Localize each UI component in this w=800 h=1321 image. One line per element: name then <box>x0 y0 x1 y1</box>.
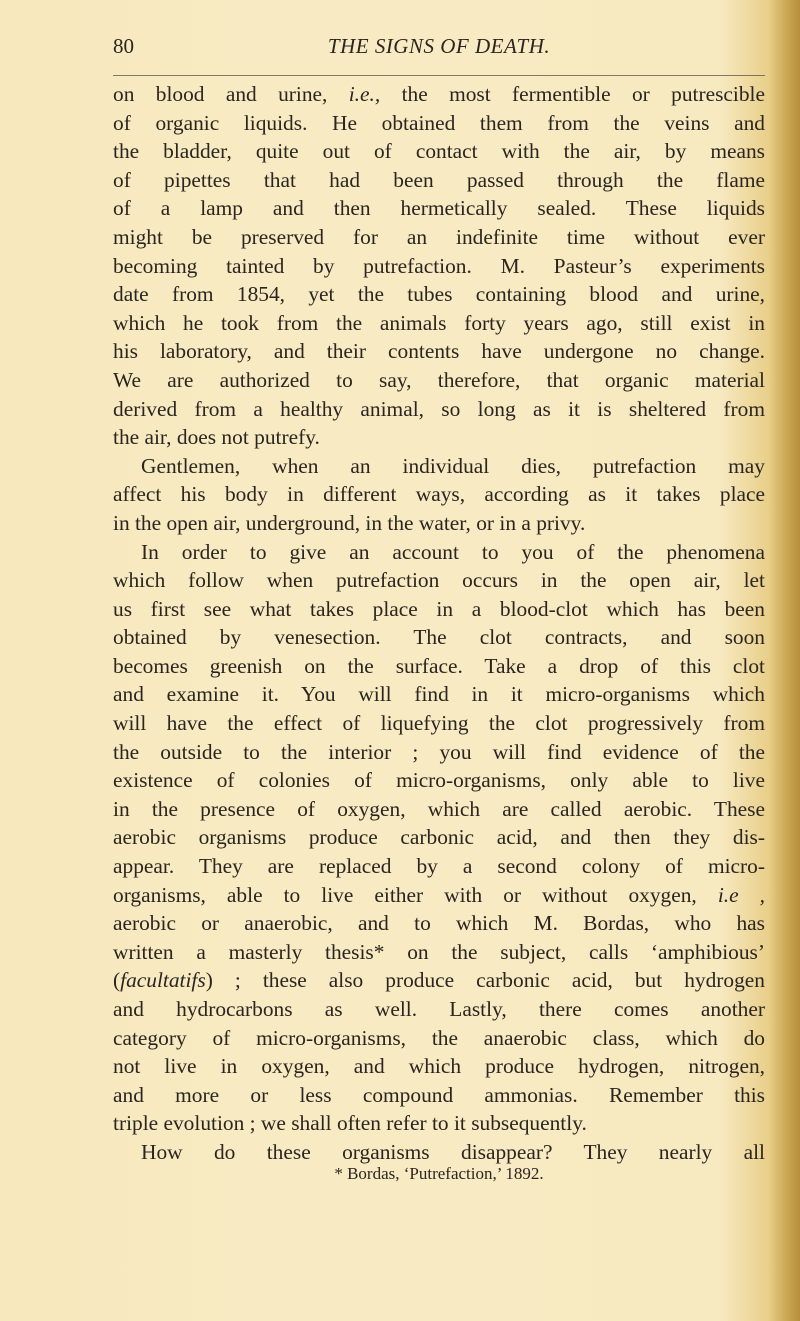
text-line: might be preserved for an indefinite time without ever <box>113 224 765 249</box>
text-line: and more or less compound ammonias. Remember this <box>113 1082 765 1107</box>
text-line: the bladder, quite out of contact with the air, by means <box>113 139 765 164</box>
footnote: * Bordas, ‘Putrefaction,’ 1892. <box>334 1164 544 1183</box>
text-line: In order to give an account to you of the phenomena <box>141 539 765 564</box>
text-line: aerobic organisms produce carbonic acid, and then they dis- <box>113 825 765 850</box>
body-text <box>113 80 765 1167</box>
text-line: us first see what takes place in a blood-clot which has been <box>113 596 765 621</box>
text-line: not live in oxygen, and which produce hydrogen, nitrogen, <box>113 1054 765 1079</box>
text-line: aerobic or anaerobic, and to which M. Bordas, who has <box>113 911 765 936</box>
text-line: (facultatifs) ; these also produce carbonic acid, but hydrogen <box>113 968 765 993</box>
text-line: of a lamp and then hermetically sealed. These liquids <box>113 196 765 221</box>
text-line: affect his body in different ways, according as it takes place <box>113 482 765 507</box>
text-line: obtained by venesection. The clot contracts, and soon <box>113 625 765 650</box>
text-line: existence of colonies of micro-organisms, only able to live <box>113 768 765 793</box>
text-line: date from 1854, yet the tubes containing blood and urine, <box>113 282 765 307</box>
text-line: and examine it. You will find in it micro-organisms which <box>113 682 765 707</box>
text-line: triple evolution ; we shall often refer to it subsequently. <box>113 1111 587 1136</box>
text-line: organisms, able to live either with or without oxygen, i.e , <box>113 882 766 907</box>
text-line: category of micro-organisms, the anaerobic class, which do <box>113 1025 765 1050</box>
text-line: We are authorized to say, therefore, that organic material <box>113 367 765 392</box>
page-number: 80 <box>113 34 134 58</box>
text-line: of organic liquids. He obtained them from the veins and <box>113 110 765 135</box>
text-line: written a masterly thesis* on the subject, calls ‘amphibious’ <box>113 939 765 964</box>
text-line: the outside to the interior ; you will find evidence of the <box>113 739 765 764</box>
text-line: How do these organisms disappear? They nearly all <box>141 1139 765 1164</box>
text-line: appear. They are replaced by a second colony of micro- <box>113 854 765 879</box>
text-line: in the open air, underground, in the water, or in a privy. <box>113 510 586 535</box>
text-line: of pipettes that had been passed through the flame <box>113 167 765 192</box>
text-line: Gentlemen, when an individual dies, putrefaction may <box>141 453 765 478</box>
text-line: derived from a healthy animal, so long as it is sheltered from <box>113 396 765 421</box>
text-line: which follow when putrefaction occurs in the open air, let <box>113 568 765 593</box>
text-line: will have the effect of liquefying the clot progressively from <box>113 711 765 736</box>
text-line: his laboratory, and their contents have undergone no change. <box>113 339 765 364</box>
text-line: becomes greenish on the surface. Take a drop of this clot <box>113 653 765 678</box>
text-line: and hydrocarbons as well. Lastly, there comes another <box>113 997 765 1021</box>
text-line: becoming tainted by putrefaction. M. Pasteur’s experiments <box>113 253 765 278</box>
running-title: THE SIGNS OF DEATH. <box>327 34 551 58</box>
text-line: in the presence of oxygen, which are called aerobic. These <box>113 796 765 821</box>
header-rule <box>113 75 765 76</box>
text-line: the air, does not putrefy. <box>113 425 320 450</box>
text-line: which he took from the animals forty years ago, still exist in <box>113 310 765 335</box>
text-line: on blood and urine, i.e., the most fermentible or putrescible <box>113 82 765 106</box>
page-header <box>113 32 765 62</box>
